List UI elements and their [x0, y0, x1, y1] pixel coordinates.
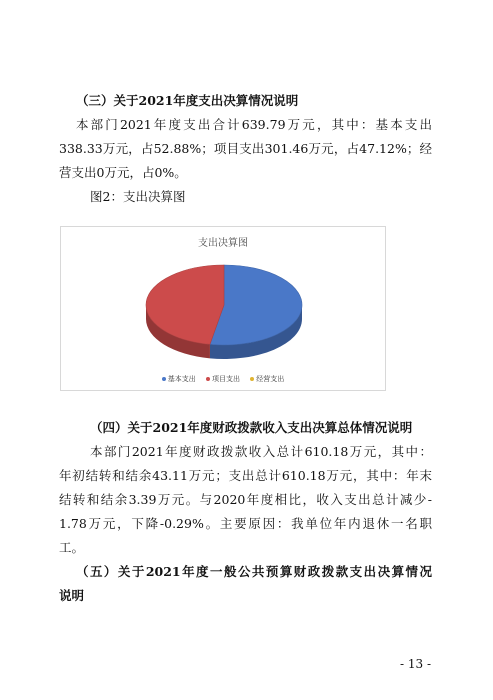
legend-swatch-basic — [162, 377, 166, 381]
section-4-heading: （四）关于2021年度财政拨款收入支出决算总体情况说明 — [90, 420, 413, 435]
section-4-paragraph-line-2: 年初结转和结余43.11万元；支出总计610.18万元，其中：年末 — [59, 468, 432, 483]
chart-title: 支出决算图 — [198, 238, 248, 249]
figure-caption: 图2：支出决算图 — [90, 189, 186, 204]
section-3-paragraph-line-3: 营支出0万元，占0%。 — [59, 165, 187, 180]
pie-chart-plot — [61, 247, 387, 387]
legend-swatch-operating — [250, 377, 254, 381]
legend-item-operating — [250, 374, 284, 384]
section-5-heading-line-1: （五）关于2021年度一般公共预算财政拨款支出决算情况 — [76, 564, 432, 579]
legend-item-project — [206, 374, 240, 384]
section-3-paragraph-line-1: 本部门2021年度支出合计639.79万元，其中：基本支出 — [76, 117, 432, 132]
section-4-paragraph-line-1: 本部门2021年度财政拨款收入总计610.18万元，其中： — [90, 444, 432, 459]
legend-label-basic: 基本支出 — [167, 375, 196, 383]
pie-chart — [60, 226, 386, 391]
legend-label-operating: 经营支出 — [256, 375, 285, 383]
page-number: - 13 - — [400, 657, 432, 671]
section-5-heading-line-2: 说明 — [59, 588, 85, 603]
chart-legend — [61, 374, 385, 384]
legend-swatch-project — [206, 377, 210, 381]
legend-label-project: 项目支出 — [212, 375, 240, 383]
section-4-paragraph-line-3: 结转和结余3.39万元。与2020年度相比，收入支出总计减少- — [59, 492, 432, 507]
section-4-paragraph-line-4: 1.78万元，下降-0.29%。主要原因：我单位年内退休一名职 — [59, 516, 432, 531]
section-4-paragraph-line-5: 工。 — [59, 540, 85, 555]
legend-item-basic — [162, 374, 196, 384]
section-3-paragraph-line-2: 338.33万元，占52.88%；项目支出301.46万元，占47.12%；经 — [59, 141, 432, 156]
section-3-heading: （三）关于2021年度支出决算情况说明 — [76, 93, 299, 108]
